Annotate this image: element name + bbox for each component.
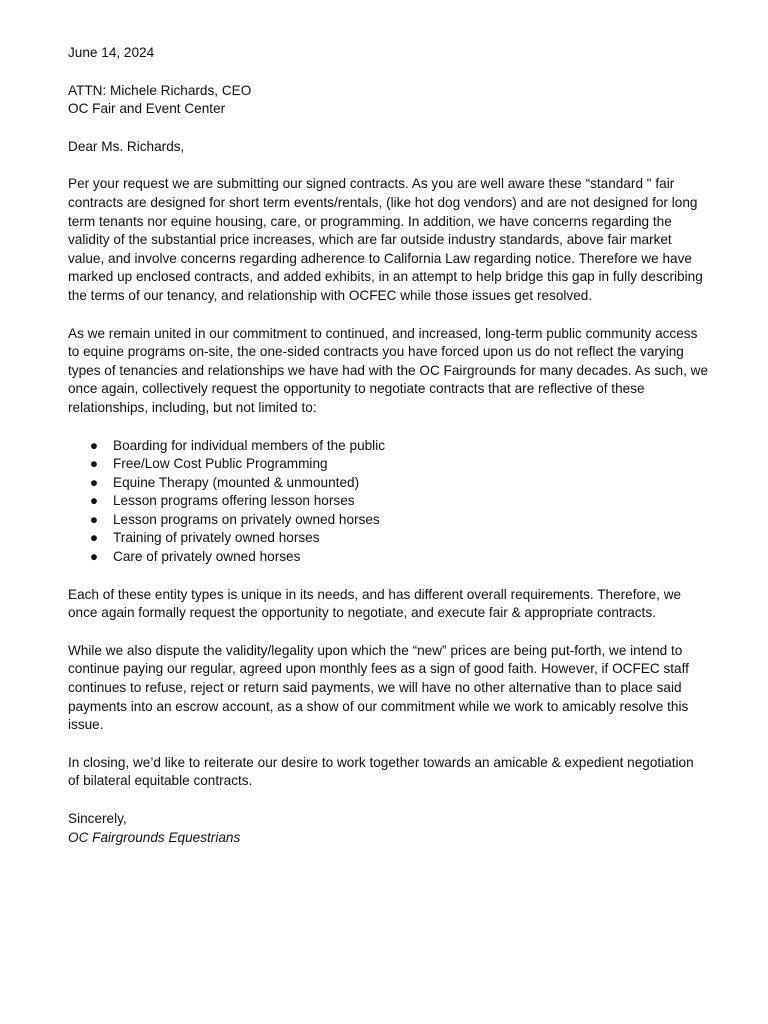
bullet-icon: ● — [89, 511, 99, 527]
bullet-icon: ● — [89, 530, 99, 546]
list-item — [68, 511, 708, 530]
list-item-text: Free/Low Cost Public Programming — [113, 456, 328, 472]
list-item — [68, 455, 708, 474]
letter-page — [68, 44, 708, 847]
list-item-text: Care of privately owned horses — [113, 549, 301, 565]
relationship-list — [68, 437, 708, 567]
list-item — [68, 437, 708, 456]
list-item — [68, 548, 708, 567]
list-item-text: Lesson programs on privately owned horses — [113, 511, 380, 527]
list-item — [68, 474, 708, 493]
paragraph-closing: In closing, we’d like to reiterate our desire to work together towards an amicable & expedient negotiation of bilateral equitable contracts. — [68, 754, 694, 789]
list-item-text: Training of privately owned horses — [113, 530, 320, 546]
letter-date: June 14, 2024 — [68, 45, 155, 60]
paragraph-payments: While we also dispute the validity/legality upon which the “new” prices are being put-forth, we intend to continue paying our regular, agreed upon monthly fees as a sign of good faith. However, if OCFEC staff continues to refuse, reject or return said payments, we will have no other alternative than to place said payments into an escrow account, as a show of our commitment while we work to amicably resolve this issue. — [68, 642, 689, 733]
salutation: Dear Ms. Richards, — [68, 138, 185, 154]
organization-line: OC Fair and Event Center — [68, 101, 226, 117]
list-item-text: Equine Therapy (mounted & unmounted) — [113, 474, 360, 490]
paragraph-entity-types: Each of these entity types is unique in its needs, and has different overall requirements. Therefore, we once again formally request the opportunity to negotiate, and execute fair & appropriate contracts. — [68, 586, 682, 621]
list-item-text: Boarding for individual members of the public — [113, 437, 386, 453]
bullet-icon: ● — [89, 456, 99, 472]
bullet-icon: ● — [89, 474, 99, 490]
closing-word: Sincerely, — [68, 811, 127, 826]
bullet-icon: ● — [89, 437, 99, 453]
bullet-icon: ● — [89, 549, 99, 565]
signature-block — [68, 810, 708, 847]
paragraph-commitment: As we remain united in our commitment to continued, and increased, long-term public community access to equine programs on-site, the one-sided contracts you have forced upon us do not reflect the varying types of tenancies and relationships we have had with the OC Fairgrounds for many decades. As such, we once again, collectively request the opportunity to negotiate contracts that are reflective of these relationships, including, but not limited to: — [68, 325, 709, 415]
signatory: OC Fairgrounds Equestrians — [68, 829, 241, 845]
list-item — [68, 529, 708, 548]
bullet-icon: ● — [89, 493, 99, 509]
paragraph-submission: Per your request we are submitting our signed contracts. As you are well aware these “standard " fair contracts are designed for short term events/rentals, (like hot dog vendors) and are not designed for long term tenants nor equine housing, care, or programming. In addition, we have concerns regarding the validity of the substantial price increases, which are far outside industry standards, above fair market value, and involve concerns regarding adherence to California Law regarding notice. Therefore we have marked up enclosed contracts, and added exhibits, in an attempt to help bridge this gap in fully describing the terms of our tenancy, and relationship with OCFEC while those issues get resolved. — [68, 176, 703, 303]
list-item-text: Lesson programs offering lesson horses — [113, 493, 355, 509]
list-item — [68, 492, 708, 511]
recipient-address — [68, 82, 708, 119]
attn-line: ATTN: Michele Richards, CEO — [68, 82, 252, 98]
